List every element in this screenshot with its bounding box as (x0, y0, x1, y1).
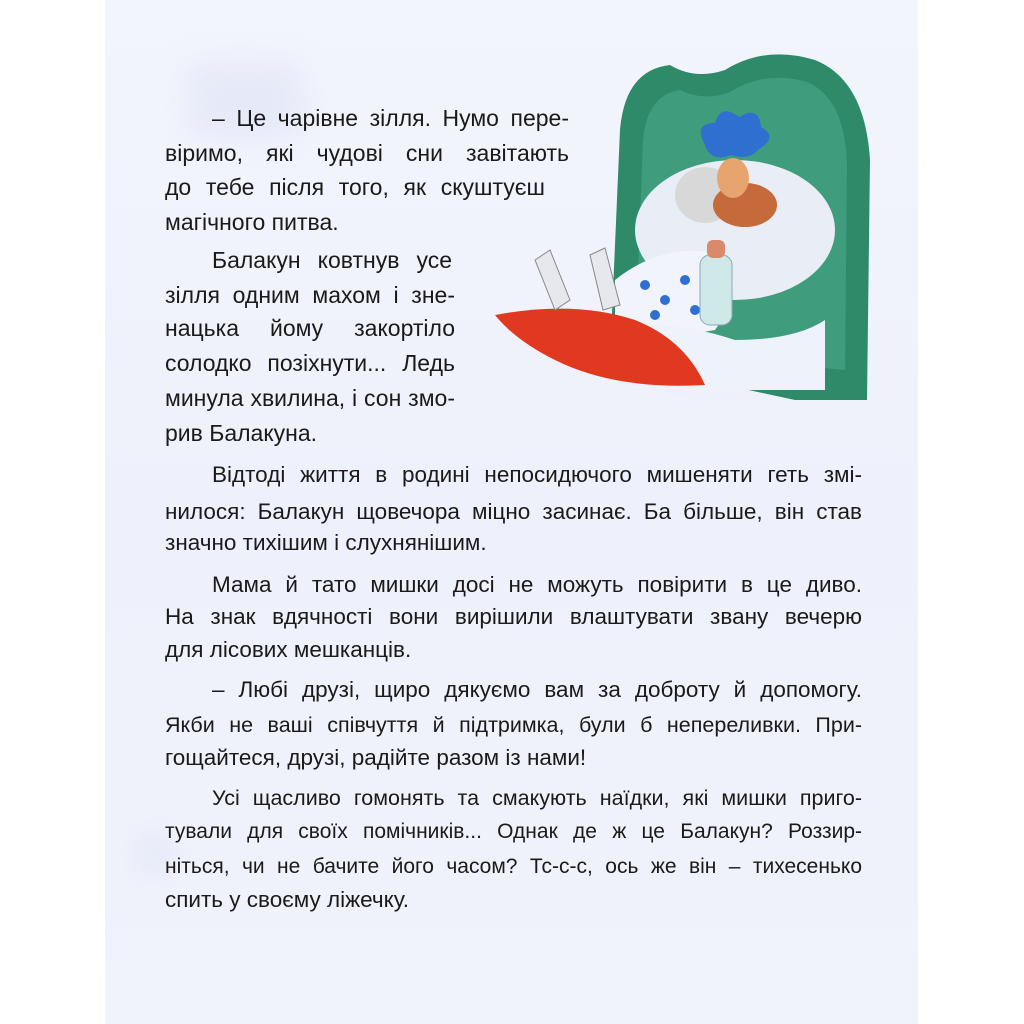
text-line: Відтоді життя в родині непосидючого мишеняти геть змі- (212, 462, 862, 487)
text-line: Усі щасливо гомонять та смакують наїдки, які мишки приго- (212, 786, 862, 810)
text-line: рив Балакуна. (165, 420, 318, 446)
text-line: На знак вдячності вони вирішили влаштувати звану вечерю (165, 604, 862, 629)
text-line: значно тихішим і слухнянішим. (165, 530, 487, 555)
text-line: ніться, чи не бачите його часом? Тс-с-с, ось же він – тихесенько (165, 855, 862, 878)
text-line: спить у своєму ліжечку. (165, 887, 409, 912)
text-line: тували для своїх помічників... Однак де ж це Балакун? Роззир- (165, 820, 862, 843)
text-line: Якби не ваші співчуття й підтримка, були б непереливки. При- (165, 713, 862, 737)
text-line: – Любі друзі, щиро дякуємо вам за доброту й допомогу. (212, 677, 862, 702)
text-line: зілля одним махом і зне- (165, 282, 455, 308)
text-line: Мама й тато мишки досі не можуть повірити в це диво. (212, 572, 862, 597)
text-line: гощайтеся, друзі, радійте разом із нами! (165, 745, 587, 770)
text-line: Балакун ковтнув усе (212, 247, 452, 273)
text-line: нилося: Балакун щовечора міцно засинає. Ба більше, він став (165, 499, 862, 524)
text-line: минула хвилина, і сон змо- (165, 385, 455, 411)
bottle (700, 255, 732, 325)
text-line: – Це чарівне зілля. Нумо пере- (212, 105, 569, 131)
text-line: для лісових мешканців. (165, 637, 412, 662)
text-line: солодко позіхнути... Ледь (165, 350, 455, 376)
text-line: віримо, які чудові сни завітають (165, 140, 569, 166)
text-line: магічного питва. (165, 209, 339, 235)
text-line: до тебе після того, як скуштуєш (165, 174, 545, 200)
text-line: нацька йому закортіло (165, 315, 455, 341)
